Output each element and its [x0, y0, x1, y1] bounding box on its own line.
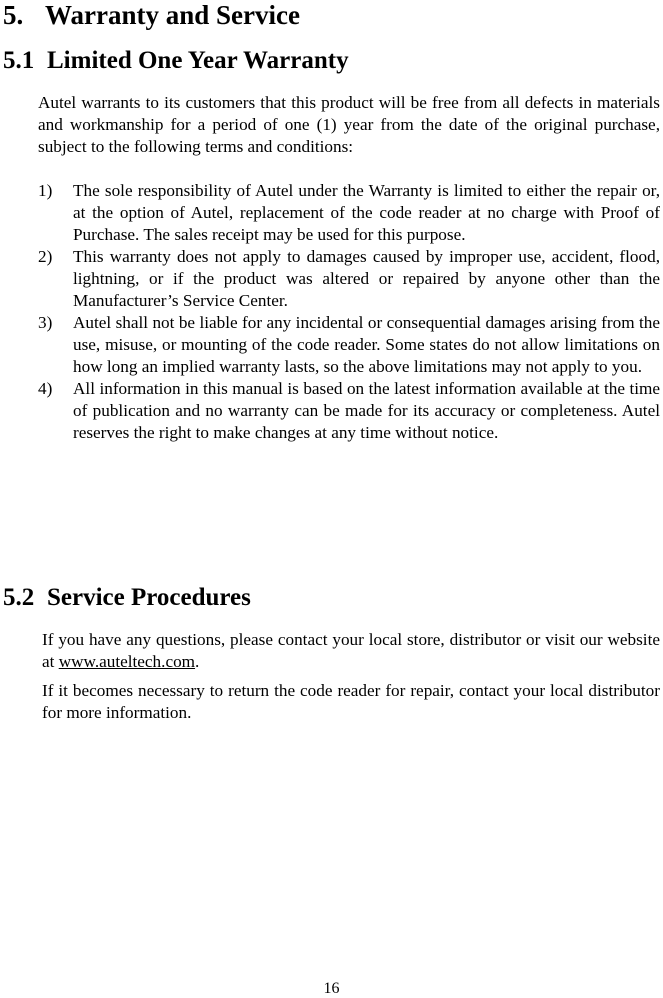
service-repair-paragraph: If it becomes necessary to return the code reader for repair, contact your local distributor for more information. — [42, 681, 660, 722]
warranty-term — [38, 378, 660, 444]
term-text: The sole responsibility of Autel under the Warranty is limited to either the repair or, at the option of Autel, replacement of the code reader at no charge with Proof of Purchase. The sales receipt may be used for this purpose. — [73, 181, 660, 244]
contact-text: If you have any questions, please contact your local store, distributor or visit our website at — [42, 630, 660, 671]
warranty-term — [38, 180, 660, 246]
section-title: Warranty and Service — [45, 0, 300, 30]
term-marker: 1) — [38, 181, 53, 200]
term-text: This warranty does not apply to damages caused by improper use, accident, flood, lightning, or if the product was altered or repaired by anyone other than the Manufacturer’s Service Center. — [73, 247, 660, 310]
service-heading — [3, 583, 251, 613]
page-number: 16 — [323, 980, 340, 997]
term-marker: 3) — [38, 313, 53, 332]
section-number: 5. — [3, 0, 24, 30]
warranty-intro: Autel warrants to its customers that this product will be free from all defects in materials and workmanship for a period of one (1) year from the date of the original purchase, subject to the following terms and conditions: — [38, 93, 660, 156]
warranty-term — [38, 246, 660, 312]
service-contact-paragraph — [42, 629, 660, 673]
service-title: Service Procedures — [47, 584, 251, 611]
warranty-terms-list — [38, 180, 660, 444]
warranty-number: 5.1 — [3, 47, 35, 74]
warranty-title: Limited One Year Warranty — [47, 47, 349, 74]
term-text: Autel shall not be liable for any incidental or consequential damages arising from the use, misuse, or mounting of the code reader. Some states do not allow limitations on how long an implied warranty lasts, so the above limitations may not apply to you. — [73, 313, 660, 376]
warranty-heading — [3, 46, 349, 76]
service-number: 5.2 — [3, 584, 35, 611]
website-link[interactable]: www.auteltech.com — [58, 652, 196, 671]
section-heading — [3, 0, 300, 30]
contact-end: . — [195, 652, 200, 671]
warranty-term — [38, 312, 660, 378]
term-text: All information in this manual is based on the latest information available at the time of publication and no warranty can be made for its accuracy or completeness. Autel reserves the right to make changes at any time without notice. — [73, 379, 660, 442]
term-marker: 2) — [38, 247, 53, 266]
term-marker: 4) — [38, 379, 53, 398]
